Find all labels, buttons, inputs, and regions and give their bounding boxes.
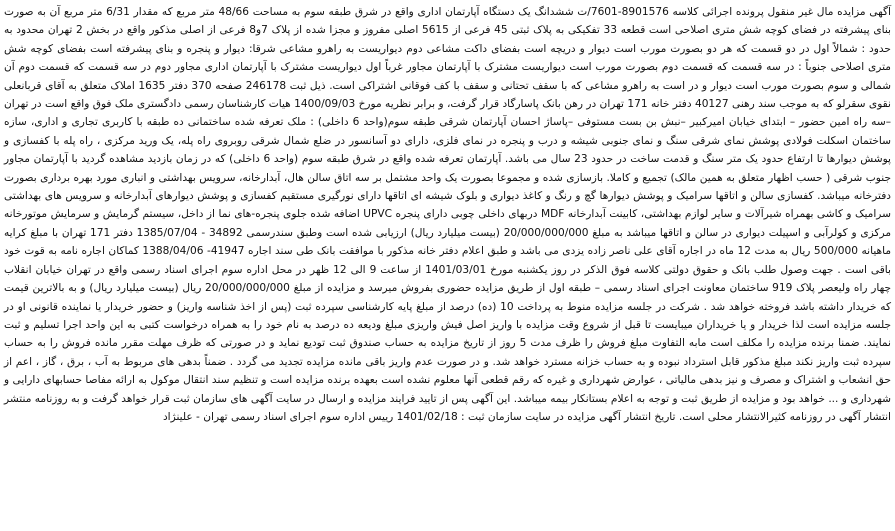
auction-notice-text: آگهی مزایده مال غیر منقول پرونده اجرائی کلاسه 8901576-7601/ت ششدانگ یک دستگاه آپارتمان اداری واقع در شرق طبقه سوم به مساحت 48/66 متر مربع که مقدار 6/31 متر مربع آن به صورت بنای پیشرفته در فضای کوچه شش متری اصلاحی است قطعه 33 تفکیکی به پلاک ثبتی 45 فرعی از 5615 اصلی مفروز و مجزا شده از پلاک 7و8 فرعی از اصلی مذکور واقع در بخش 2 تهران محدود به حدود : شمالاً اول در دو قسمت که هر دو بصورت مورب است دیوار و دریچه است بفضای داکت مشاعی دوم دیواریست به راهرو مشاعی شرقا: دیوار و پنجره و بنای پیشرفته است بفضای کوچه شش متری اصلاحی جنوباً : در سه قسمت که قسمت دوم بصورت مورب است دیواریست مشترک با آپارتمان مجاور غرباً اول دیواریست مشترک با آپارتمان اداری مجاور دوم در سه قسمت که قسمت دوم آن شمالی و سوم بصورت مورب است دیوار و در است به راهرو مشاعی که با سقف تحتانی و سقف با کف فوقانی اشتراکی است. ذیل ثبت 246178 صفحه 370 دفتر 1635 املاک متعلق به آقای قربانعلی نقوی سقرلو که به موجب سند رهنی 40127 دفتر خانه 171 تهران در رهن بانک پاسارگاد قرار گرفت، و برابر نظریه مورخ 1400/09/03 هیات کارشناسان رسمی دادگستری ملک فوق واقع است در تهران –سه راه امین حضور – ابتدای خیابان امیرکبیر –نبش بن بست مستوفی –پاساژ احسان آپارتمان شرقی طبقه سوم(واحد 6 داخلی) : ملک تعرفه شده ساختمانی ده طبقه با کاربری تجاری و اداری، سازه ساختمان اسکلت فولادی پوشش نمای شرقی سنگ و نمای جنوبی شیشه و درب و پنجره در نمای فلزی، دارای دو آسانسور در ضلع شمال شرقی روبروی راه پله، یک ورید مرکزی ، راه پله با کفسازی و پوشش دیوارها تا ارتفاع حدود یک متر سنگ و قدمت ساخت در حدود 23 سال می باشد. آپارتمان تعرفه شده واقع در شرق طبقه سوم (واحد 6 داخلی) که در زمان بازدید مشاهده گردید با آپارتمان مجاور جنوب شرقی ( حسب اظهار متعلق به همین مالک) تجمیع و کاملا. بازسازی شده و مجموعا بصورت یک واحد مشتمل بر سه اتاق سالن هال، آبدارخانه، سرویس بهداشتی و انباری مورد بهره برداری بصورت دفترخانه میباشد. کفسازی سالن و اتاقها سرامیک و پوشش دیوارها گچ و رنگ و کاغذ دیواری و بلوک شیشه ای اتاقها دارای نورگیری مستقیم کفسازی و پوشش دیوارهای آبدارخانه و سرویس های بهداشتی سرامیک و کاشی بهمراه شیرآلات و سایر لوازم بهداشتی، کابینت آبدارخانه MDF دربهای داخلی چوبی دارای پنجره UPVC اضافه شده جلوی پنجره-های نما از داخل، سیستم گرمایش و سرمایش موتورخانه مرکزی و کولرآبی و اسپیلت دیواری در سالن و اتاقها میباشد به مبلغ 20/000/000/000 (بیست میلیارد ریال) ارزیابی شده است وطبق سندرسمی 34892 - 1385/07/04 دفتر 171 تهران با مبلغ کرایه ماهیانه 500/000 ریال به مدت 12 ماه در اجاره آقای علی ناصر زاده یزدی می باشد و طبق اعلام دفتر خانه مذکور با موافقت بانک طی سند اجاره 41947- 1388/04/06 کماکان اجاره نامه به قوت خود باقی است . جهت وصول طلب بانک و حقوق دولتی کلاسه فوق الذکر در روز یکشنبه مورخ 1401/03/01 از ساعت 9 الی 12 ظهر در محل اداره سوم اجرای اسناد رسمی واقع در تهران خیابان انقلاب چهار راه ولیعصر پلاک 919 ساختمان معاونت اجرای اسناد رسمی – طبقه اول از طریق مزایده حضوری بفروش میرسد و مزایده از مبلغ 20/000/000/000 ریال (بیست میلیارد ریال) و به بالاترین قیمت که خریدار داشته باشد فروخته خواهد شد . شرکت در جلسه مزایده منوط به پرداخت 10 (ده) درصد از مبلغ پایه کارشناسی سپرده ثبت (پس از اخذ شناسه واریز) و حضور خریدار یا نماینده قانونی او در جلسه مزایده است لذا خریدار و یا خریداران میبایست تا قبل از شروع وقت مزایده با واریز اصل فیش واریزی مبلغ ودیعه ده درصد به نام خود را به همراه درخواست کتبی به این واحد اجرا تسلیم و ثبت نمایند. ضمنا برنده مزایده را مکلف است مابه التفاوت مبلغ فروش را ظرف مدت 5 روز از تاریخ مزایده به حساب صندوق ثبت تودیع نماید و در صورتی که ظرف مهلت مقرر مانده فروش را به حساب سپرده ثبت واریز نکند مبلغ مذکور قابل استرداد نبوده و به حساب خزانه مسترد خواهد شد. و در صورت عدم واریز باقی مانده مزایده تجدید می گردد . ضمناً بدهی های مربوط به آب ، برق ، گاز ، اعم از حق انشعاب و اشتراک و مصرف و نیز بدهی مالیاتی ، عوارض شهرداری و غیره که رقم قطعی آنها معلوم نشده است بعهده برنده مزایده است و تنظیم سند انتقال موکول به ارائه مفاصا حسابهای دارایی و شهرداری و ... خواهد بود و مزایده از طریق ثبت و توجه به اعلام بستانکار بیمه میباشد. این آگهی پس از تایید فرایند مزایده و ارسال در سایت آگهی های سازمان ثبت قرار خواهد گرفت و به روزنامه منتشر انتشار آگهی در روزنامه کثیرالانتشار محلی است. تاریخ انتشار آگهی مزایده در سایت سازمان ثبت : 1401/02/18 رییس اداره سوم اجرای اسناد رسمی تهران - علینژاد	[4, 6, 892, 423]
